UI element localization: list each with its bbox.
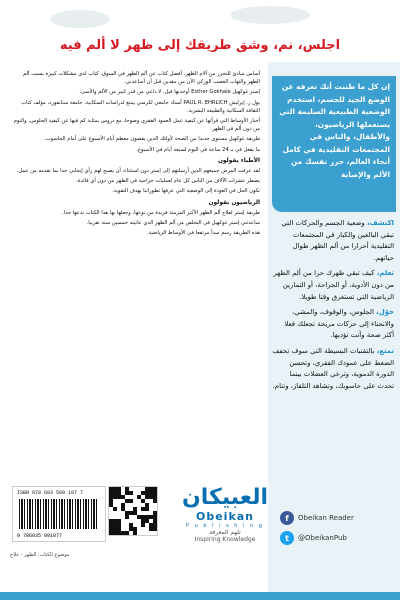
paragraph: بول ر. إيرليش PAUL R. EHRLICH أستاذ جامعي لكرسي بيتنغ لدراسات السكانية، جامعة ستانفورد، مؤلف كتاب الثقافة السكانية والطبيعة البشرية. [21,99,260,114]
bottom-accent-bar [0,592,400,600]
endorsements-text [10,70,260,490]
qr-cell [133,531,137,535]
social-twitter[interactable] [280,530,392,546]
side-intro-box [272,76,396,212]
side-point [272,268,394,303]
side-point-keyword: اكتشف، [366,219,394,227]
qr-cell [125,515,129,519]
side-intro-text: إن كل ما ظننت أنك تعرفه عن الوضع الجيد للجسم، استخدم الوضعية الطبيعية السليمة التي يستعملها الرياضيون، والأطفال، والناس في المجتمعات التقليدية في كامل أنحاء العالم، حرر نفسك من الألم والإصابة [279,82,390,179]
side-point [272,346,394,392]
qr-cell [129,491,133,495]
side-point [272,218,394,264]
qr-cell [145,507,149,511]
qr-cell [113,507,117,511]
barcode-number: 9 786035 091077 [17,533,63,539]
subject-line: موضوع الكتاب: الظهر - علاج [10,552,70,558]
publisher-publishing: P u b l i s h i n g [186,523,264,529]
publisher-tagline-ar: تلهم المعرفة [209,529,241,536]
side-point-keyword: تعلم، [376,269,394,278]
cloud-shape [50,10,110,28]
side-point-text: كيف تبقي ظهرك حرا من ألم الظهر من دون الأدوية، أو الجراحة، أو التمارين الرياضية التي تستغرق وقتا طويلا. [273,269,394,301]
publisher-name-ar: العبيكان [181,485,268,510]
qr-cell [125,531,129,535]
paragraph: إستر غوكهيل Esther Gokhale أوجدتها قبل، لا داعي من قدر كبير من الألم والأسى. [79,89,260,96]
cover-title: اجلس، نم، وشق طريقك إلى ظهر لا ألم فيه [59,38,341,53]
publisher-name-en: Obeikan [195,510,255,523]
paragraph: طريقة إستر لعلاج ألم الظهر الأكبر المزمنة فريدة من نوعها، وجعلها بها هذا الكتاب ندعها جدا. [62,209,260,216]
paragraph: ما يفعل في بـ 24 ساعة في اليوم لسبعة أيام في الأسبوع. [136,146,260,153]
side-point [272,307,394,342]
side-point-text: الجلوس، والوقوف، والمشي، والانحناء إلى حركات مريحة تجعلك فعلا أكثر صحة وأنت تؤديها. [284,308,394,340]
side-point-text: وضعية الجسم والحركات التي تبقي البالغين والكبار في المجتمعات التقليدية أحرارا من ألم الظهر طوال حياتهم. [281,219,394,262]
social-label: @ObeikanPub [298,534,347,542]
paragraph: تكون الحل في العودة إلى الوضعية التي عرفها تطوراتنا بهدف التقوية. [112,188,260,195]
side-points [272,218,394,472]
paragraph: هذه الطريقة رسم مبدأ مرتفعا في الأوساط الرياضية. [146,230,260,237]
side-point-text: بالتقنيات البسيطة التي سوف تخفف الضغط على عمودك الفقري، وتحسن الدورة الدموية، وترخي العضلات بينما تحدث على حاسوبك، وتشاهد التلفاز، وتنام. [272,346,394,390]
paragraph: ساعدتني إستر غوكهيل في التخلص من ألم الظهر الذي عانيته خمسين سنة تقريبا. [86,220,260,227]
section-heading-doctors: الأطباء يقولون [217,157,260,164]
paragraph: أساس مبادئ للتحرر من آلام الظهر، أفضل كتاب عن ألم الظهر في السوق. كتاب لذي مشكلات كبيرة بسبب ألم الظهر والتهاب العصب الوركي الآن من مقدين قبل أن أساعدني. [22,71,260,86]
social-label: Obeikan Reader [298,514,354,522]
facebook-icon: f [280,511,294,525]
publisher-tagline-en: Inspiring Knowledge [194,536,256,543]
publisher-logo [180,486,270,566]
qr-code [108,486,158,536]
social-facebook[interactable] [280,510,392,526]
qr-cell [129,499,133,503]
side-point-keyword: حوّل، [376,308,394,317]
barcode-bars [19,499,99,529]
cloud-shape [230,6,310,24]
paragraph: يضطر عشرات الآلاف من الناس كل عام لعمليات جراحية في الظهر من دون أي فائدة. [76,178,260,185]
side-point-keyword: تمتع، [376,346,394,355]
paragraph: لقد عرفت المرض جميعهم الذين أرسلتهم إلى إستر دون استثناء، أن يصبح لهم رأي إيجابي جدا بما تقدمه من عمل. [16,168,260,175]
paragraph: أخبار الأوساط التي قرأتها عن كيفية عمل العمود الفقري وضوحا، مع دروس بمثابة كم فيها عن كيفية الجلوس، والنوم من دون ألم في الظهر. [13,118,260,133]
qr-cell [153,527,157,531]
paragraph: طريقة غوكهيل مستوى جديدا من الصحة لأولئك الذين يقضون معظم أيام الأسبوع على أمام الحاسوب. [44,136,260,143]
twitter-icon: t [280,531,294,545]
section-heading-athletes: الرياضيون يقولون [208,199,260,206]
qr-cell [141,523,145,527]
barcode [12,486,106,542]
qr-cell [153,499,157,503]
isbn-text: ISBN 978 603 509 107 7 [17,490,84,496]
